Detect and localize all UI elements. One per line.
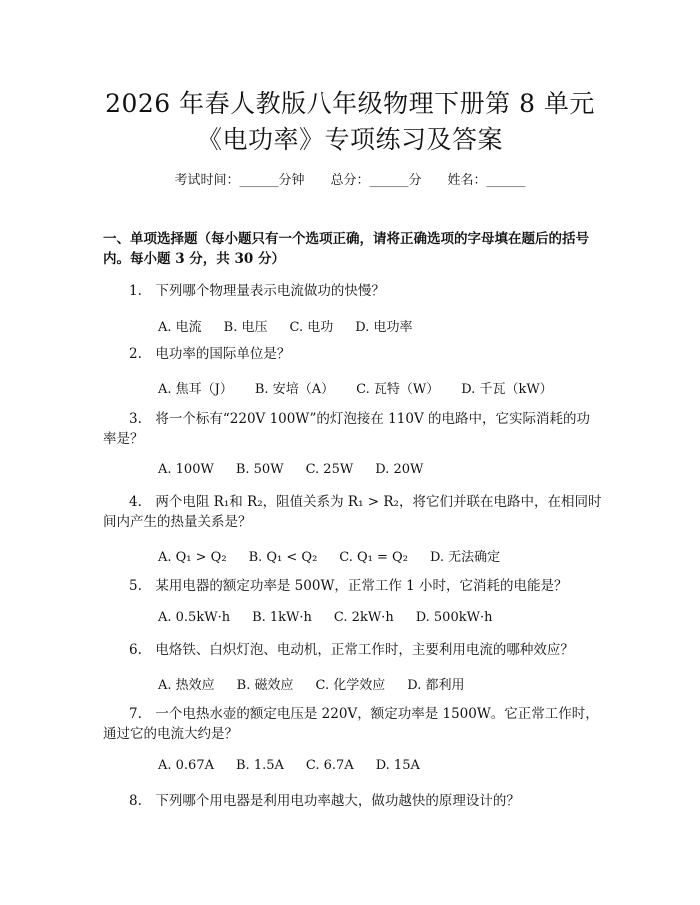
- option-a: A. 0.67A: [158, 758, 214, 773]
- option-d: D. 都利用: [407, 678, 465, 693]
- question-5-options: [158, 610, 492, 625]
- section-heading: 一、单项选择题（每小题只有一个选项正确，请将正确选项的字母填在题后的括号内。每小题 3 分，共 30 分）: [103, 231, 589, 267]
- option-a: A. 0.5kW·h: [158, 610, 231, 625]
- question-4: 4. 两个电阻 R₁和 R₂，阻值关系为 R₁ > R₂，将它们并联在电路中，在相同时间内产生的热量关系是？: [103, 494, 602, 530]
- question-4-options: [158, 546, 500, 565]
- option-b: B. 安培（A）: [254, 382, 335, 397]
- option-d: D. 15A: [375, 758, 420, 773]
- option-d: D. 电功率: [355, 320, 413, 335]
- option-b: B. 电压: [223, 320, 268, 335]
- question-3-options: [158, 462, 423, 477]
- option-b: B. 1kW·h: [252, 610, 312, 625]
- question-2: 2. 电功率的国际单位是？: [129, 346, 291, 362]
- option-c: C. 瓦特（W）: [356, 382, 440, 397]
- option-a: A. 焦耳（J）: [158, 382, 233, 397]
- question-1-options: [158, 316, 412, 335]
- name-field: 姓名：______: [447, 173, 526, 188]
- option-c: C. Q₁ = Q₂: [339, 550, 408, 565]
- question-6-options: [158, 674, 464, 693]
- question-8: 8. 下列哪个用电器是利用电功率越大，做功越快的原理设计的？: [129, 793, 520, 809]
- option-c: C. 2kW·h: [333, 610, 394, 625]
- option-b: B. 50W: [235, 462, 284, 477]
- option-c: C. 化学效应: [315, 678, 386, 693]
- question-7: 7. 一个电热水壶的额定电压是 220V，额定功率是 1500W。它正常工作时，通过它的电流大约是？: [103, 706, 599, 742]
- option-b: B. Q₁ < Q₂: [248, 550, 318, 565]
- option-a: A. 热效应: [158, 678, 215, 693]
- total-score-field: 总分：______分: [330, 173, 422, 188]
- page-title-line1: 2026 年春人教版八年级物理下册第 8 单元: [105, 89, 595, 118]
- option-c: C. 25W: [305, 462, 354, 477]
- option-b: B. 磁效应: [236, 678, 294, 693]
- question-7-options: [158, 758, 420, 773]
- option-c: C. 6.7A: [305, 758, 354, 773]
- option-d: D. 500kW·h: [415, 610, 493, 625]
- question-2-options: [158, 378, 553, 397]
- option-a: A. Q₁ > Q₂: [158, 550, 227, 565]
- question-1: 1. 下列哪个物理量表示电流做功的快慢？: [129, 283, 385, 299]
- option-d: D. 无法确定: [429, 550, 501, 565]
- question-3: 3. 将一个标有“220V 100W”的灯泡接在 110V 的电路中，它实际消耗的功率是？: [103, 411, 590, 447]
- option-a: A. 100W: [158, 462, 214, 477]
- option-c: C. 电功: [289, 320, 334, 335]
- option-d: D. 千瓦（kW）: [461, 382, 553, 397]
- option-a: A. 电流: [158, 320, 202, 335]
- exam-time-field: 考试时间：______分钟: [174, 173, 305, 188]
- option-d: D. 20W: [375, 462, 424, 477]
- page-title-line2: 《电功率》专项练习及答案: [196, 125, 503, 154]
- option-b: B. 1.5A: [236, 758, 284, 773]
- question-5: 5. 某用电器的额定功率是 500W，正常工作 1 小时，它消耗的电能是？: [129, 578, 568, 594]
- question-6: 6. 电烙铁、白炽灯泡、电动机，正常工作时，主要利用电流的哪种效应？: [129, 642, 574, 658]
- exam-meta: [0, 169, 700, 188]
